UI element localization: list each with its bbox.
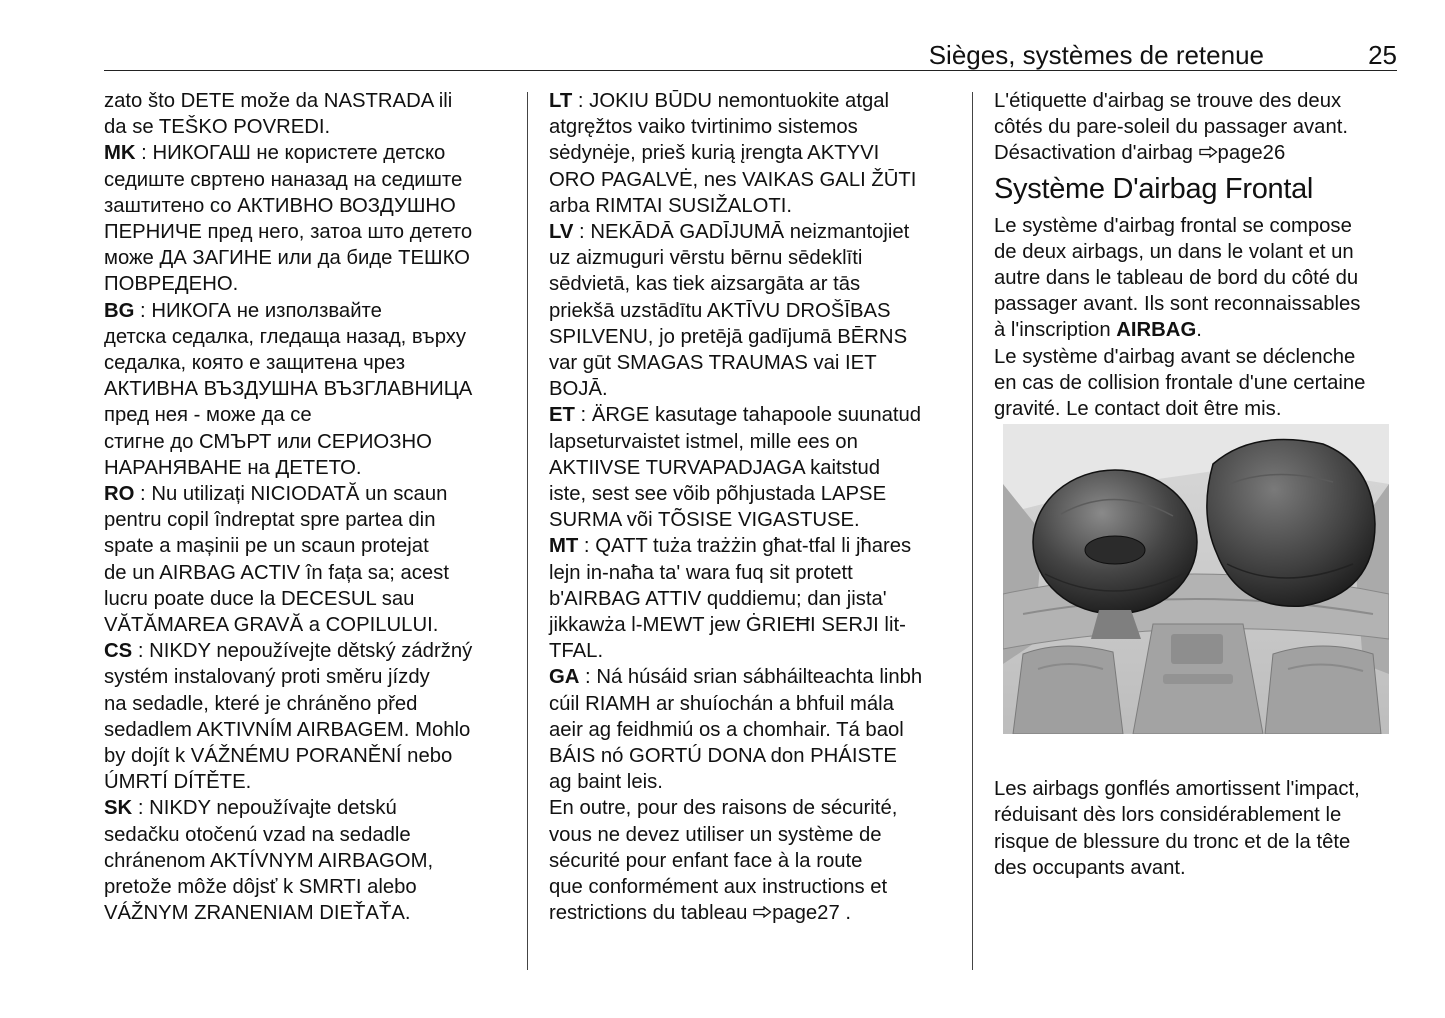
text-line: aeir ag feidhmiú os a chomhair. Tá baol — [549, 718, 904, 741]
text-line: : JOKIU BŪDU nemontuokite atgal — [572, 90, 890, 112]
text-line: : НИКОГАШ не користете детско — [135, 142, 446, 165]
text-line: zato što DETE može da NASTRADA ili — [104, 90, 453, 112]
warning-sk — [104, 795, 516, 926]
text-line: VÁŽNYM ZRANENIAM DIEŤAŤA. — [104, 902, 411, 925]
text-line: : НИКОГА не използвайте — [134, 299, 382, 322]
text-line: TFAL. — [549, 640, 604, 663]
warning-cs — [104, 638, 516, 795]
text-line: ПОВРЕДЕНО. — [104, 273, 239, 296]
language-code: ET — [549, 404, 575, 427]
text-line: пред нея - може да се — [104, 404, 312, 427]
text-line: sedadlem AKTIVNÍM AIRBAGEM. Mohlo — [104, 718, 471, 741]
text-line: en cas de collision frontale d'une certaine — [994, 371, 1366, 394]
text-line: Les airbags gonflés amortissent l'impact, — [994, 778, 1360, 801]
warning-lt — [549, 88, 961, 219]
text-line: детска седалка, гледаща назад, върху — [104, 325, 467, 348]
text-line: : Nu utilizați NICIODATĂ un scaun — [134, 483, 448, 506]
text-line: AKTIIVSE TURVAPADJAGA kaitstud — [549, 456, 881, 479]
language-code: CS — [104, 640, 133, 663]
page-reference-link[interactable]: page27 — [772, 902, 840, 925]
text-line: restrictions du tableau — [549, 902, 754, 925]
text-line: Le système d'airbag frontal se compose — [994, 214, 1352, 237]
language-code: LT — [549, 90, 573, 112]
warning-lv — [549, 219, 961, 402]
text-line: sedačku otočenú vzad na sedadle — [104, 823, 411, 846]
text-line: risque de blessure du tronc et de la tête — [994, 830, 1351, 853]
text-line: lucru poate duce la DECESUL sau — [104, 587, 415, 610]
text-line: iste, sest see võib põhjustada LAPSE — [549, 483, 887, 506]
text-line: АКТИВНА ВЪЗДУШНА ВЪЗГЛАВНИЦА — [104, 378, 473, 401]
text-line: arba RIMTAI SUSIŽALOTI. — [549, 194, 793, 217]
text-line: sécurité pour enfant face à la route — [549, 849, 863, 872]
text-line: systém instalovaný proti směru jízdy — [104, 666, 430, 689]
section-heading: Système D'airbag Frontal — [994, 172, 1314, 205]
language-code: LV — [549, 221, 574, 244]
text-line: da se TEŠKO POVREDI. — [104, 116, 331, 139]
text-line: : NIKDY nepoužívejte dětský zádržný — [132, 640, 473, 663]
text-line: gravité. Le contact doit être mis. — [994, 398, 1282, 421]
text-line: réduisant dès lors considérablement le — [994, 804, 1342, 827]
language-code: GA — [549, 666, 580, 689]
warning-mk — [104, 140, 516, 297]
text-line: Le système d'airbag avant se déclenche — [994, 345, 1356, 368]
text-line: vous ne devez utiliser un système de — [549, 823, 882, 846]
text-line: SPILVENU, jo pretējā gadījumā BĒRNS — [549, 325, 908, 348]
text-line: заштитено со АКТИВНО ВОЗДУШНО — [104, 194, 456, 217]
warning-mt — [549, 533, 961, 664]
text-line: na sedadle, které je chráněno před — [104, 692, 418, 715]
text-line: : ÄRGE kasutage tahapoole suunatud — [574, 404, 922, 427]
text-line: BÁIS nó GORTÚ DONA don PHÁISTE — [549, 745, 897, 768]
page-number: 25 — [1368, 40, 1397, 70]
text-line: atgręžtos vaiko tvirtinimo sistemos — [549, 116, 858, 139]
text-line: var gūt SMAGAS TRAUMAS vai IET — [549, 352, 877, 375]
language-code: MK — [104, 142, 136, 165]
text-line: ÚMRTÍ DÍTĚTE. — [104, 771, 252, 794]
arrow-right-icon — [1199, 142, 1218, 164]
column-2 — [549, 88, 961, 927]
text-line: jikkawża l-MEWT jew ĠRIEĦI SERJI lit- — [549, 614, 906, 637]
column-3 — [994, 88, 1394, 881]
airbag-illustration — [1003, 424, 1389, 734]
page-header — [104, 38, 1397, 71]
language-code: BG — [104, 299, 135, 322]
text-line: lejn in-naħa ta' wara fuq sit protett — [549, 561, 853, 584]
column-1 — [104, 88, 516, 927]
text-line: lapseturvaistet istmel, mille ees on — [549, 430, 858, 453]
arrow-right-icon — [753, 902, 772, 924]
text-line: uz aizmuguri vērstu bērnu sēdeklīti — [549, 247, 863, 270]
text-line: de deux airbags, un dans le volant et un — [994, 240, 1354, 263]
text-line: : NIKDY nepoužívajte detskú — [132, 797, 397, 820]
text-line: може ДА ЗАГИНЕ или да биде ТЕШКО — [104, 247, 470, 270]
text-line: седалка, която е защитена чрез — [104, 352, 406, 375]
text-line: pentru copil îndreptat spre partea din — [104, 509, 436, 532]
text-line: НАРАНЯВАНЕ на ДЕТЕТО. — [104, 456, 362, 479]
text-line: autre dans le tableau de bord du côté du — [994, 267, 1359, 290]
text-line: седиште свртено наназад на седиште — [104, 168, 463, 191]
airbag-label: AIRBAG — [1116, 319, 1197, 342]
text-line: spate a mașinii pe un scaun protejat — [104, 535, 429, 558]
text-line: passager avant. Ils sont reconnaissables — [994, 293, 1361, 316]
text-line: des occupants avant. — [994, 856, 1186, 879]
warning-et — [549, 402, 961, 533]
text-line: cúil RIAMH ar shuíochán a bhfuil mála — [549, 692, 894, 715]
language-code: MT — [549, 535, 579, 558]
language-code: SK — [104, 797, 133, 820]
warning-ro — [104, 481, 516, 638]
text-line: En outre, pour des raisons de sécurité, — [549, 797, 898, 820]
text-line: côtés du pare-soleil du passager avant. — [994, 116, 1349, 139]
text-line: de un AIRBAG ACTIV în fața sa; acest — [104, 561, 449, 584]
text-line: priekšā uzstādītu AKTĪVU DROŠĪBAS — [549, 299, 891, 322]
warning-ga — [549, 664, 961, 795]
text-line: by dojít k VÁŽNÉMU PORANĚNÍ nebo — [104, 745, 453, 768]
text-line: : QATT tuża trażżin għat-tfal li jħares — [578, 535, 912, 558]
text-line: sėdynėje, prieš kurią įrengta AKTYVI — [549, 142, 880, 165]
text-line: стигне до СМЪРТ или СЕРИОЗНО — [104, 430, 432, 453]
text-line: VĂTĂMAREA GRAVĂ a COPILULUI. — [104, 614, 439, 637]
text-line: que conformément aux instructions et — [549, 876, 888, 899]
text-line: SURMA või TÕSISE VIGASTUSE. — [549, 509, 860, 532]
text-line: : NEKĀDĀ GADĪJUMĀ neizmantojiet — [573, 221, 910, 244]
language-code: RO — [104, 483, 135, 506]
text-line: ORO PAGALVĖ, nes VAIKAS GALI ŽŪTI — [549, 168, 917, 191]
text-line: L'étiquette d'airbag se trouve des deux — [994, 90, 1342, 112]
column-divider-2 — [972, 92, 973, 970]
column-divider-1 — [527, 92, 528, 970]
text-line: : Ná húsáid srian sábháilteachta linbh — [579, 666, 923, 689]
text-line: chránenom AKTÍVNYM AIRBAGOM, — [104, 849, 434, 872]
text-line: b'AIRBAG ATTIV quddiemu; dan jista' — [549, 587, 887, 610]
warning-bg — [104, 298, 516, 481]
page-reference-link[interactable]: page26 — [1217, 142, 1286, 165]
section-title: Sièges, systèmes de retenue — [928, 40, 1264, 70]
text-line: pretože môže dôjsť k SMRTI alebo — [104, 876, 417, 899]
text-line: Désactivation d'airbag — [994, 142, 1199, 165]
text-line: à l'inscription — [994, 319, 1117, 342]
text-line: ag baint leis. — [549, 771, 663, 794]
text-line: BOJĀ. — [549, 378, 608, 401]
french-note — [549, 795, 961, 926]
text-line: . — [839, 902, 852, 925]
text-line: . — [1196, 319, 1202, 342]
text-line: ПЕРНИЧЕ пред него, затоа што детето — [104, 221, 473, 244]
text-line: sēdvietā, kas tiek aizsargāta ar tās — [549, 273, 861, 296]
